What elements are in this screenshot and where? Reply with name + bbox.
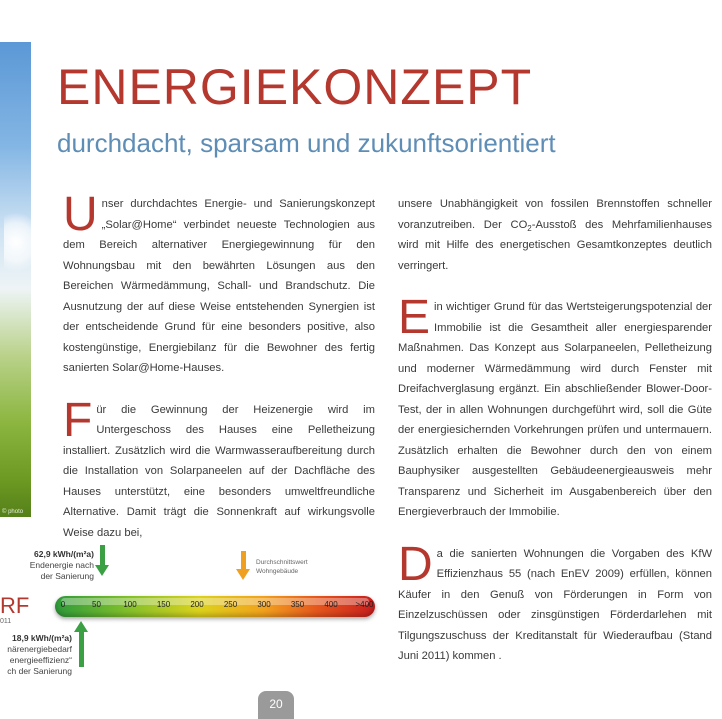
- paragraph: [398, 291, 712, 523]
- paragraph-text: -Ausstoß des Mehrfamilienhauses wird mit Hilfe des energetischen Gesamtkonzeptes deutlich verringert.: [398, 218, 712, 272]
- scale-tick-label: 100: [123, 600, 137, 609]
- drop-cap: U: [63, 188, 98, 241]
- scale-tick-label: 200: [190, 600, 204, 609]
- drop-cap: E: [398, 291, 431, 344]
- paragraph: [398, 194, 712, 276]
- page-subtitle: durchdacht, sparsam und zukunftsorientiert: [57, 128, 556, 158]
- average-line: Wohngebäude: [256, 568, 299, 575]
- landscape-photo: [0, 42, 31, 517]
- arrow-up-green-icon: [79, 631, 84, 667]
- paragraph: [398, 537, 712, 667]
- primary-energy-line: närenergiebedarf: [7, 644, 72, 654]
- drop-cap: D: [398, 537, 433, 591]
- final-energy-value: 62,9 kWh/(m²a): [34, 549, 94, 559]
- scale-ticks: [55, 596, 375, 617]
- scale-tick-label: 300: [257, 600, 271, 609]
- page-number: 20: [258, 691, 294, 719]
- drop-cap: F: [63, 393, 93, 447]
- paragraph: [63, 393, 375, 544]
- final-energy-line: Endenergie nach: [29, 560, 94, 570]
- photo-caption: © photo: [2, 509, 24, 515]
- energy-gradient-bar: [55, 596, 375, 617]
- primary-energy-line: energieeffizienz“: [9, 655, 72, 665]
- scale-tick-label: 250: [223, 600, 238, 609]
- energy-scale: [0, 545, 380, 685]
- cloud-shape: [4, 212, 44, 272]
- left-text-column: [63, 188, 375, 543]
- scale-tick-label: 400: [324, 600, 338, 609]
- page-title: ENERGIEKONZEPT: [57, 59, 533, 115]
- cut-heading-fragment: RF: [0, 593, 30, 618]
- paragraph-text: ür die Gewinnung der Heizenergie wird im Untergeschoss des Hauses eine Pelletheizung installiert. Zusätzlich wird die Warmwasseraufbereitung durch die Installation von Solarpaneelen auf der Dachfläche des Hauses unterstützt, eine besonders umweltfreundliche Alternative. Damit trägt die Sonnenkraft auf wirkungsvolle Weise dazu bei,: [63, 403, 375, 539]
- paragraph-text: nser durchdachtes Energie- und Sanierungskonzept „Solar@Home“ verbindet neueste Technologien aus dem Bereich alternativer Energiegewinnung für den Wohnungsbau mit den bewährten Lösungen aus den Bereichen Wärmedämmung, Schall- und Brandschutz. Die Ausnutzung der auf diese Weise entstehenden Synergien ist der entscheidende Grund für eine besonders positive, also kostengünstige, Energiebilanz für die Bewohner des fertig sanierten Solar@Home-Hauses.: [63, 198, 375, 374]
- paragraph-text: unsere Unabhängigkeit von fossilen Brennstoffen schneller voranzutreiben. Der CO: [398, 198, 712, 231]
- paragraph-text: a die sanierten Wohnungen die Vorgaben des KfW Effizienzhaus 55 (nach EnEV 2009) erfüllen, können Käufer in den Genuß von Förderungen in Form von Einzelzuschüssen oder zinsgünstigen Förderdarlehen mit Tilgungszuschuss der Kreditanstalt für Wiederaufbau (Stand Juni 2011) kommen .: [398, 547, 712, 662]
- arrow-down-orange-icon: [241, 551, 246, 571]
- arrow-down-green-icon: [100, 545, 105, 567]
- primary-energy-line: ch der Sanierung: [7, 666, 72, 676]
- final-energy-line: der Sanierung: [40, 571, 94, 581]
- scale-tick-label: 350: [290, 600, 305, 609]
- average-label: [256, 558, 308, 576]
- right-text-column: [398, 194, 712, 667]
- scale-tick-label: 150: [156, 600, 171, 609]
- paragraph-text: in wichtiger Grund für das Wertsteigerungspotenzial der Immobilie ist die Gesamtheit aller energiesparender Maßnahmen. Das Konzept aus Solarpaneelen, Pelletheizung und moderner Wärmedämmung wird durch Fenster mit Dreifachverglasung ergänzt. Ein abschließender Blower-Door-Test, der in allen Wohnungen durchgeführt wird, soll die Güte der energiesichernden Vorkehrungen prüfen und untermauern. Zusätzlich erhalten die Bewohner durch den von einem Bauphysiker ausgestellten Gebäudeenergieausweis mehr Transparenz und Sicherheit im Ausgabenbereich über den Energieverbrauch der Immobilie.: [398, 301, 712, 518]
- average-line: Durchschnittswert: [256, 559, 308, 566]
- primary-energy-label: [0, 633, 72, 677]
- scale-tick-label: >400: [355, 600, 374, 609]
- scale-tick-label: 0: [60, 600, 66, 609]
- subscript: 2: [527, 223, 532, 233]
- primary-energy-value: 18,9 kWh/(m²a): [12, 633, 72, 643]
- final-energy-label: [0, 549, 94, 582]
- cut-year-fragment: 011: [0, 618, 12, 625]
- paragraph: [63, 188, 375, 379]
- scale-tick-label: 50: [92, 600, 101, 609]
